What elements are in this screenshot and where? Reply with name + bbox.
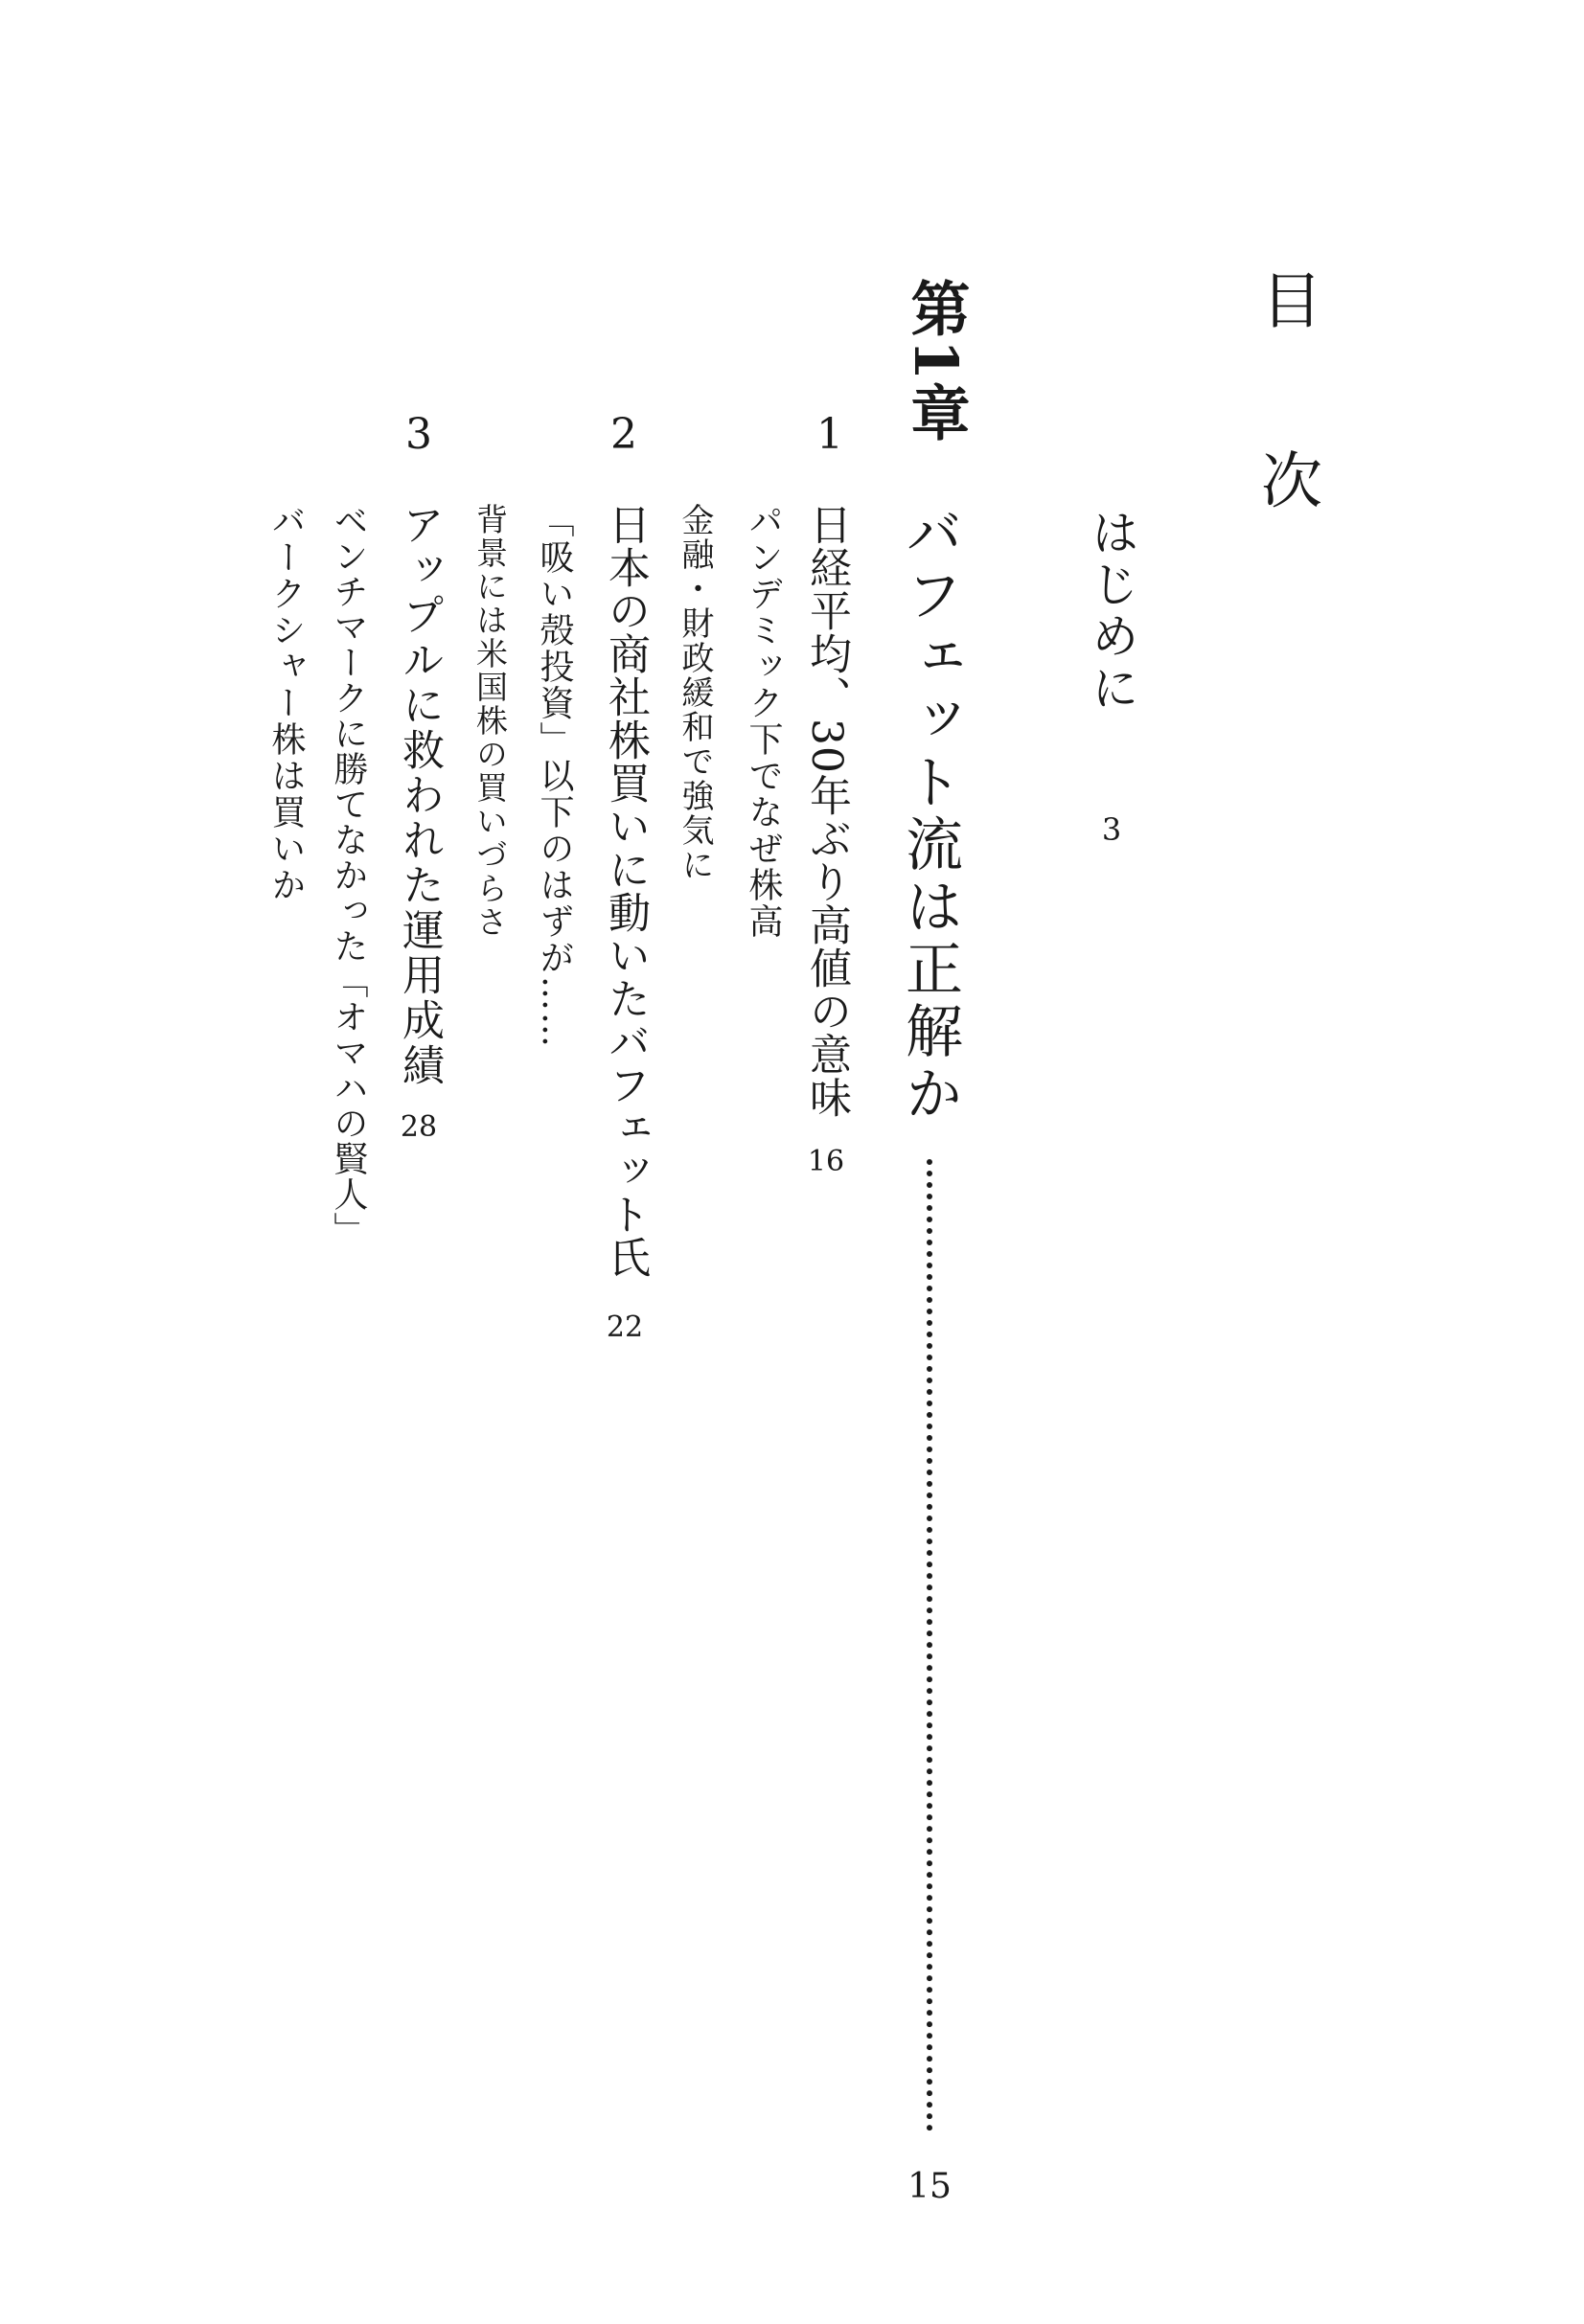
- section-2-page: 22: [606, 1310, 644, 1344]
- intro-title: はじめに: [1084, 508, 1139, 715]
- section-1-subtitle-1: パンデミック下でなぜ株高: [744, 503, 783, 940]
- toc-heading: 目 次: [1251, 268, 1321, 538]
- section-1-page: 16: [807, 1145, 845, 1178]
- toc-chapter[interactable]: [896, 503, 963, 2206]
- section-number-2: 2: [610, 410, 637, 459]
- section-number-1: 1: [816, 410, 843, 459]
- chapter-title: バフェット流は正解か: [896, 503, 963, 1126]
- intro-page: 3: [1101, 811, 1122, 848]
- chapter-leader-dots: [927, 1159, 932, 2131]
- section-2-title: 日本の商社株買いに動いたバフェット氏: [601, 503, 650, 1279]
- section-number-3: 3: [405, 410, 432, 459]
- section-3-page: 28: [400, 1110, 438, 1144]
- chapter-label: 第1章: [901, 278, 971, 444]
- section-2-subtitle-1: 「吸い殻投資」以下のはずが……: [535, 503, 574, 1049]
- section-3-title: アップルに救われた運用成績: [395, 503, 444, 1088]
- section-1-subtitle-2: 金融・財政緩和で強気に: [676, 503, 714, 882]
- section-1-title: 日経平均、30年ぶり高値の意味: [802, 503, 851, 1119]
- section-3-subtitle-2: バークシャー株は買いか: [266, 503, 306, 903]
- toc-section-3[interactable]: [395, 503, 444, 1144]
- section-2-subtitle-2: 背景には米国株の買いづらさ: [471, 503, 509, 939]
- toc-section-2[interactable]: [601, 503, 650, 1344]
- chapter-page: 15: [907, 2167, 952, 2206]
- toc-section-1[interactable]: [802, 503, 851, 1178]
- toc-intro[interactable]: [1084, 508, 1139, 848]
- section-3-subtitle-1: ベンチマークに勝てなかった「オマハの賢人」: [329, 503, 368, 1247]
